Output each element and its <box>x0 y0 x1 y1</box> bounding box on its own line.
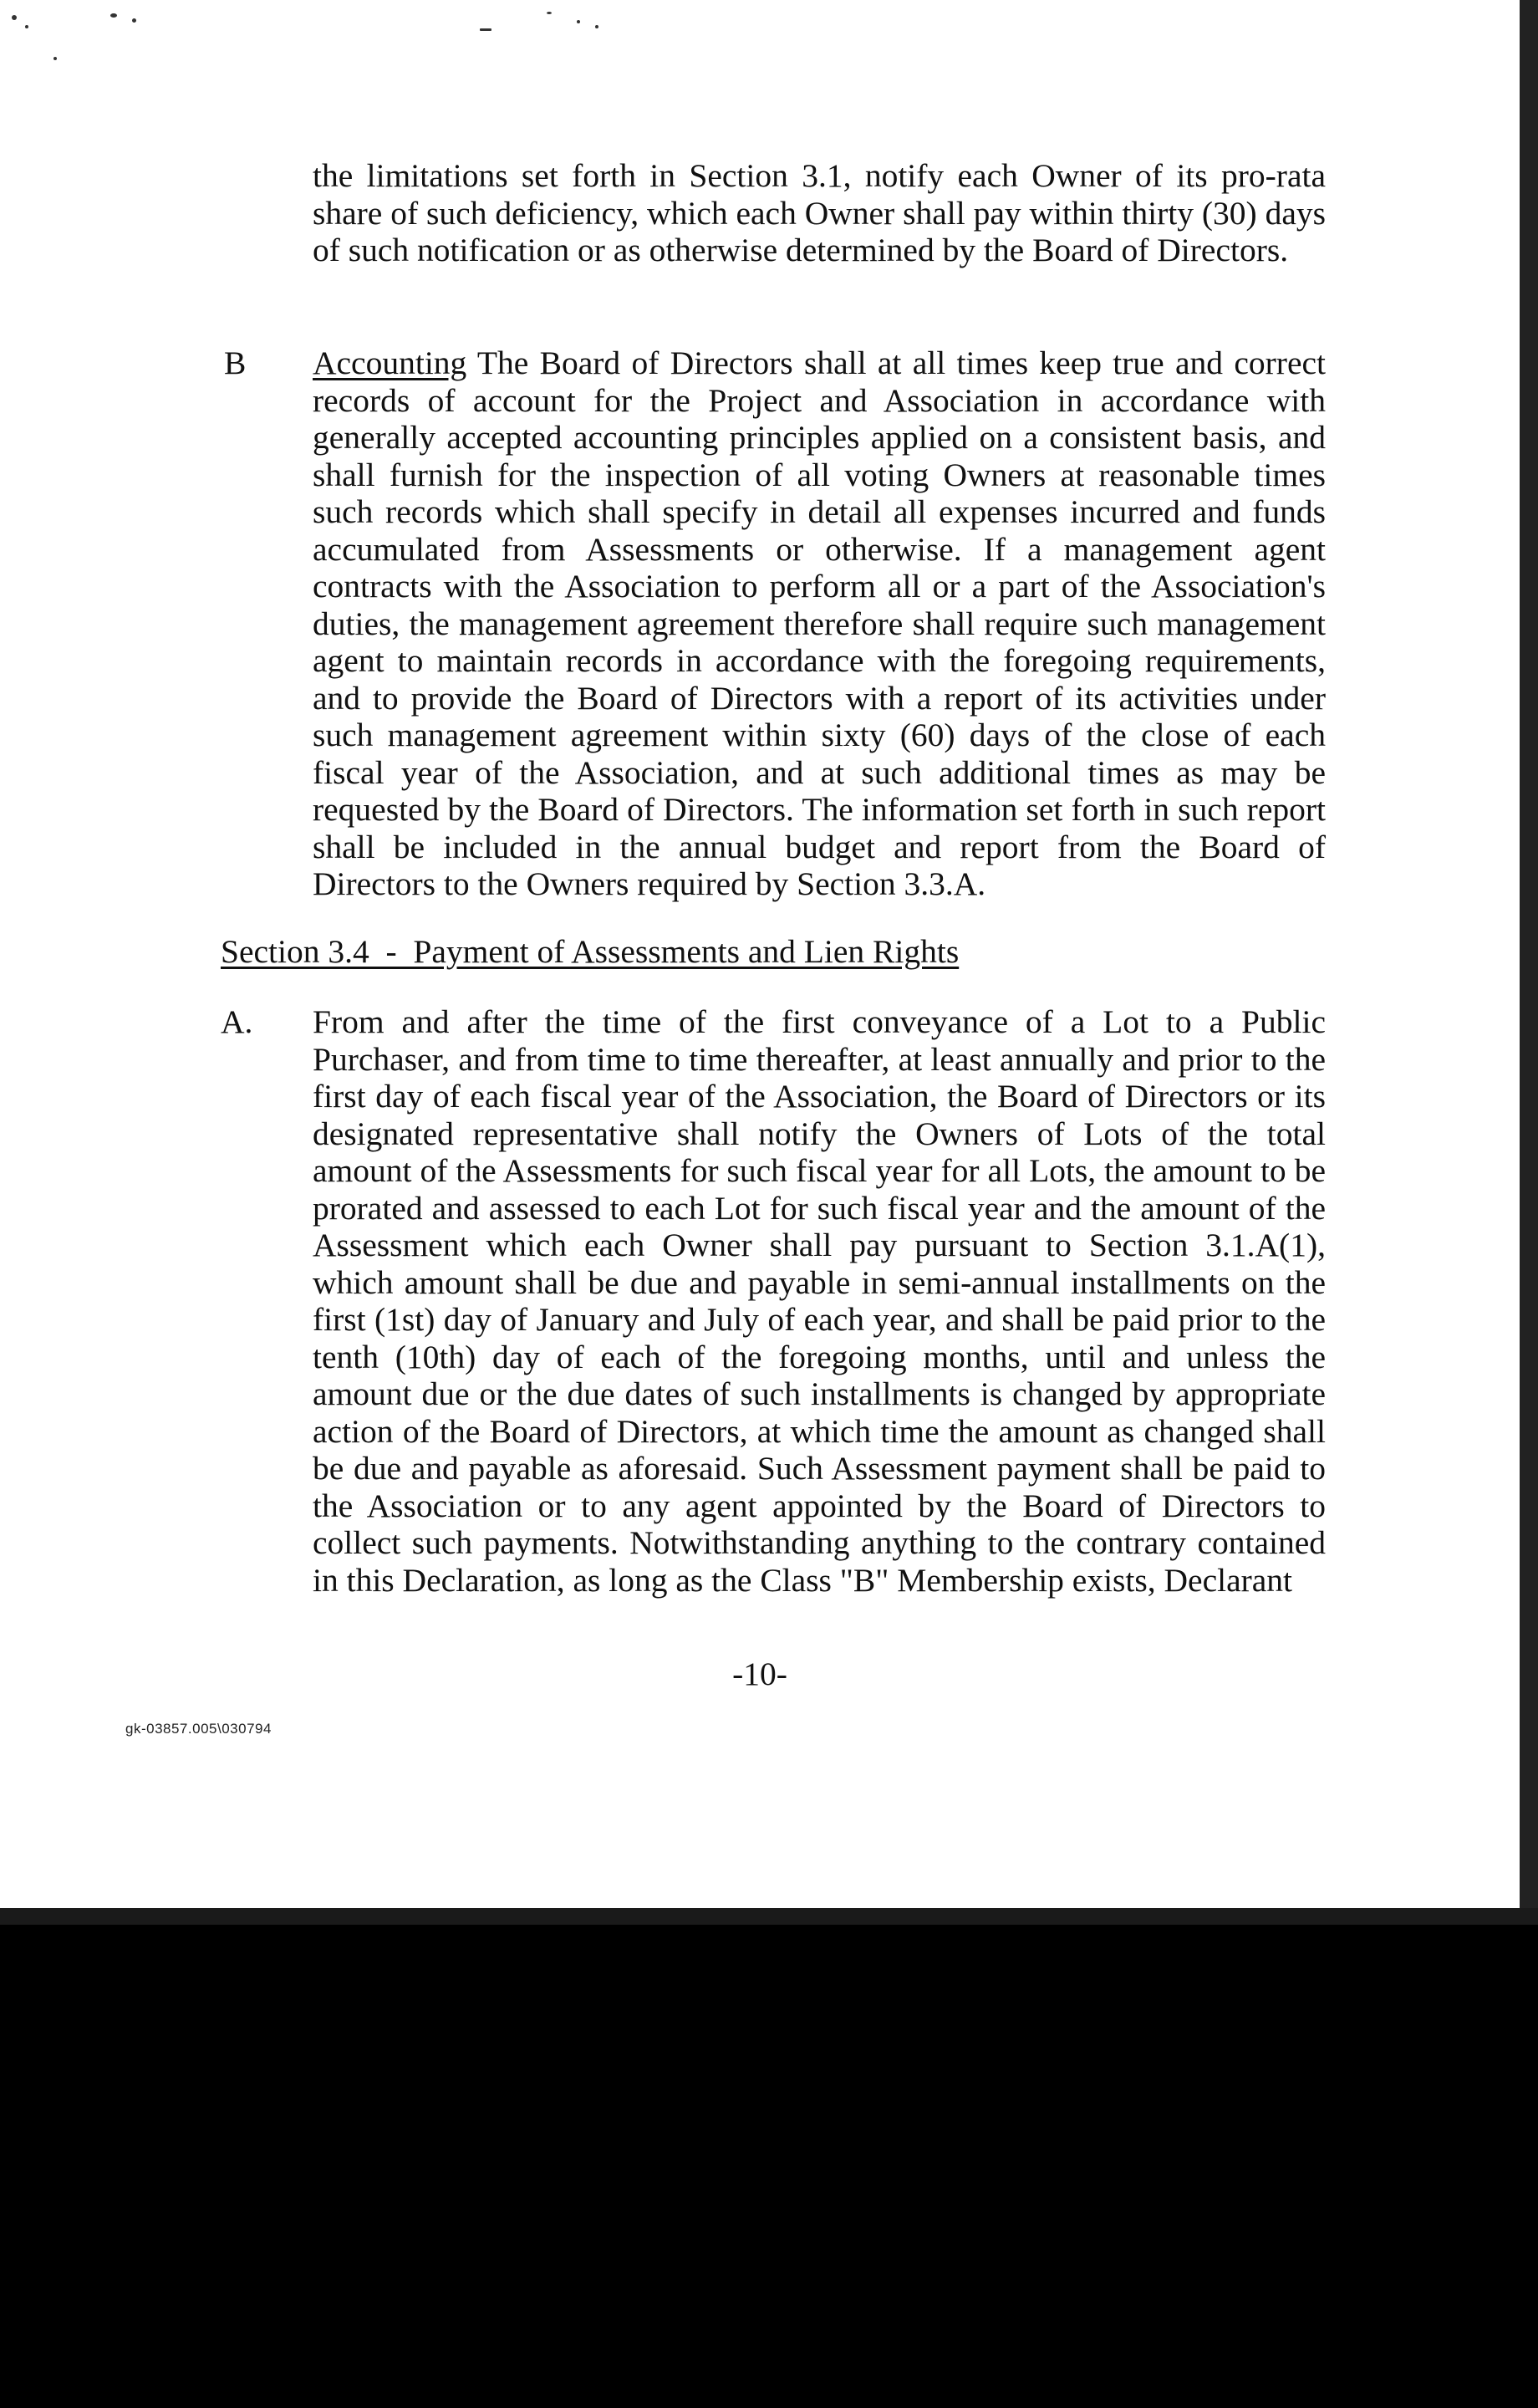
paragraph-b-title: Accounting <box>313 344 467 381</box>
scan-speck <box>110 13 117 18</box>
paragraph-a-label: A. <box>221 1003 253 1040</box>
scan-speck <box>132 18 136 23</box>
section-heading: Section 3.4 - Payment of Assessments and Lien Rights <box>221 933 960 970</box>
scan-band <box>0 1908 1538 1925</box>
document-id: gk-03857.005\030794 <box>125 1721 272 1737</box>
paragraph-b <box>313 344 1326 903</box>
scan-speck <box>480 28 491 31</box>
paragraph-b-text: The Board of Directors shall at all times keep true and correct records of account for the Project and Association in accordance with generally accepted accounting principles applied on a consistent basis, and shall furnish for the inspection of all voting Owners at reasonable times such records which shall specify in detail all expenses incurred and funds accumulated from Assessments or otherwise. If a management agent contracts with the Association to perform all or a part of the Association's duties, the management agreement therefore shall require such management agent to maintain records in accordance with the foregoing requirements, and to provide the Board of Directors with a report of its activities under such management agreement within sixty (60) days of the close of each fiscal year of the Association, and at such additional times as may be requested by the Board of Directors. The information set forth in such report shall be included in the annual budget and report from the Board of Directors to the Owners required by Section 3.3.A. <box>313 344 1326 902</box>
scan-speck <box>53 57 57 60</box>
scan-speck <box>577 20 580 23</box>
scan-background <box>0 1925 1538 2408</box>
paragraph-a: From and after the time of the first conveyance of a Lot to a Public Purchaser, and from time to time thereafter, at least annually and prior to the first day of each fiscal year of the Association, the Board of Directors or its designated representative shall notify the Owners of Lots of the total amount of the Assessments for such fiscal year for all Lots, the amount to be prorated and assessed to each Lot for such fiscal year and the amount of the Assessment which each Owner shall pay pursuant to Section 3.1.A(1), which amount shall be due and payable in semi-annual installments on the first (1st) day of January and July of each year, and shall be paid prior to the tenth (10th) day of each of the foregoing months, until and unless the amount due or the due dates of such installments is changed by appropriate action of the Board of Directors, at which time the amount as changed shall be due and payable as aforesaid. Such Assessment payment shall be paid to the Association or to any agent appointed by the Board of Directors to collect such payments. Notwithstanding anything to the contrary contained in this Declaration, as long as the Class "B" Membership exists, Declarant <box>313 1003 1326 1599</box>
scan-speck <box>547 12 552 14</box>
scan-speck <box>12 15 17 20</box>
page-number: -10- <box>732 1656 787 1692</box>
scan-speck <box>595 25 598 28</box>
scan-edge <box>1520 0 1538 1908</box>
scan-speck <box>25 25 28 28</box>
continued-paragraph: the limitations set forth in Section 3.1, notify each Owner of its pro-rata share of such deficiency, which each Owner shall pay within thirty (30) days of such notification or as otherwise determined by the Board of Directors. <box>313 157 1326 268</box>
paragraph-b-label: B <box>224 344 247 381</box>
